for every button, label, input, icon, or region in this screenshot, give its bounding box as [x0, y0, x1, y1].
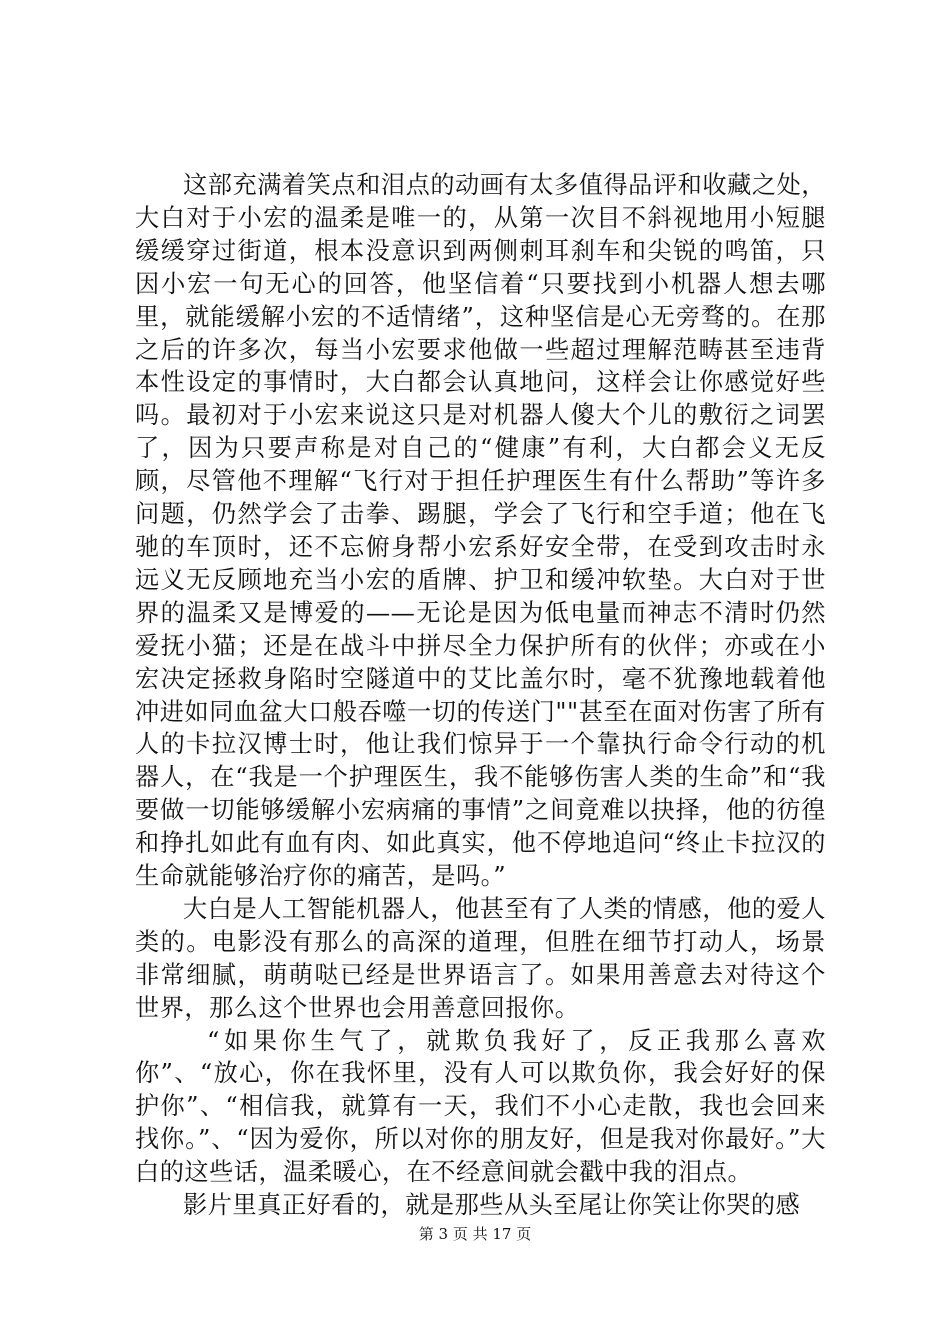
paragraph: 影片里真正好看的，就是那些从头至尾让你笑让你哭的感	[183, 1191, 801, 1220]
paragraph: 大白是人工智能机器人，他甚至有了人类的情感，他的爱人类的。电影没有那么的高深的道理，但胜在细节打动人，场景非常细腻，萌萌哒已经是世界语言了。如果用善意去对待这个世界，那么这个世界也会用善意回报你。	[135, 894, 826, 1022]
paragraph: “如果你生气了，就欺负我好了，反正我那么喜欢你”、“放心，你在我怀里，没有人可以欺负你，我会好好的保护你”、“相信我，就算有一天，我们不小心走散，我也会回来找你。”、“因为爱你，所以对你的朋友好，但是我对你最好。”大白的这些话，温柔暖心，在不经意间就会戳中我的泪点。	[135, 1026, 826, 1187]
body-text	[135, 169, 826, 1222]
paragraph: 这部充满着笑点和泪点的动画有太多值得品评和收藏之处，大白对于小宏的温柔是唯一的，从第一次目不斜视地用小短腿缓缓穿过街道，根本没意识到两侧刺耳刹车和尖锐的鸣笛，只因小宏一句无心的回答，他坚信着“只要找到小机器人想去哪里，就能缓解小宏的不适情绪”，这种坚信是心无旁骛的。在那之后的许多次，每当小宏要求他做一些超过理解范畴甚至违背本性设定的事情时，大白都会认真地问，这样会让你感觉好些吗。最初对于小宏来说这只是对机器人傻大个儿的敷衍之词罢了，因为只要声称是对自己的“健康”有利，大白都会义无反顾，尽管他不理解“飞行对于担任护理医生有什么帮助”等许多问题，仍然学会了击拳、踢腿，学会了飞行和空手道；他在飞驰的车顶时，还不忘俯身帮小宏系好安全带，在受到攻击时永远义无反顾地充当小宏的盾牌、护卫和缓冲软垫。大白对于世界的温柔又是博爱的——无论是因为低电量而神志不清时仍然爱抚小猫；还是在战斗中拼尽全力保护所有的伙伴；亦或在小宏决定拯救身陷时空隧道中的艾比盖尔时，毫不犹豫地载着他冲进如同血盆大口般吞噬一切的传送门""甚至在面对伤害了所有人的卡拉汉博士时，他让我们惊异于一个靠执行命令行动的机器人，在“我是一个护理医生，我不能够伤害人类的生命”和“我要做一切能够缓解小宏病痛的事情”之间竟难以抉择，他的彷徨和挣扎如此有血有肉、如此真实，他不停地追问“终止卡拉汉的生命就能够治疗你的痛苦，是吗。”	[135, 171, 826, 891]
page-number-footer: 第 3 页 共 17 页	[418, 1225, 532, 1243]
